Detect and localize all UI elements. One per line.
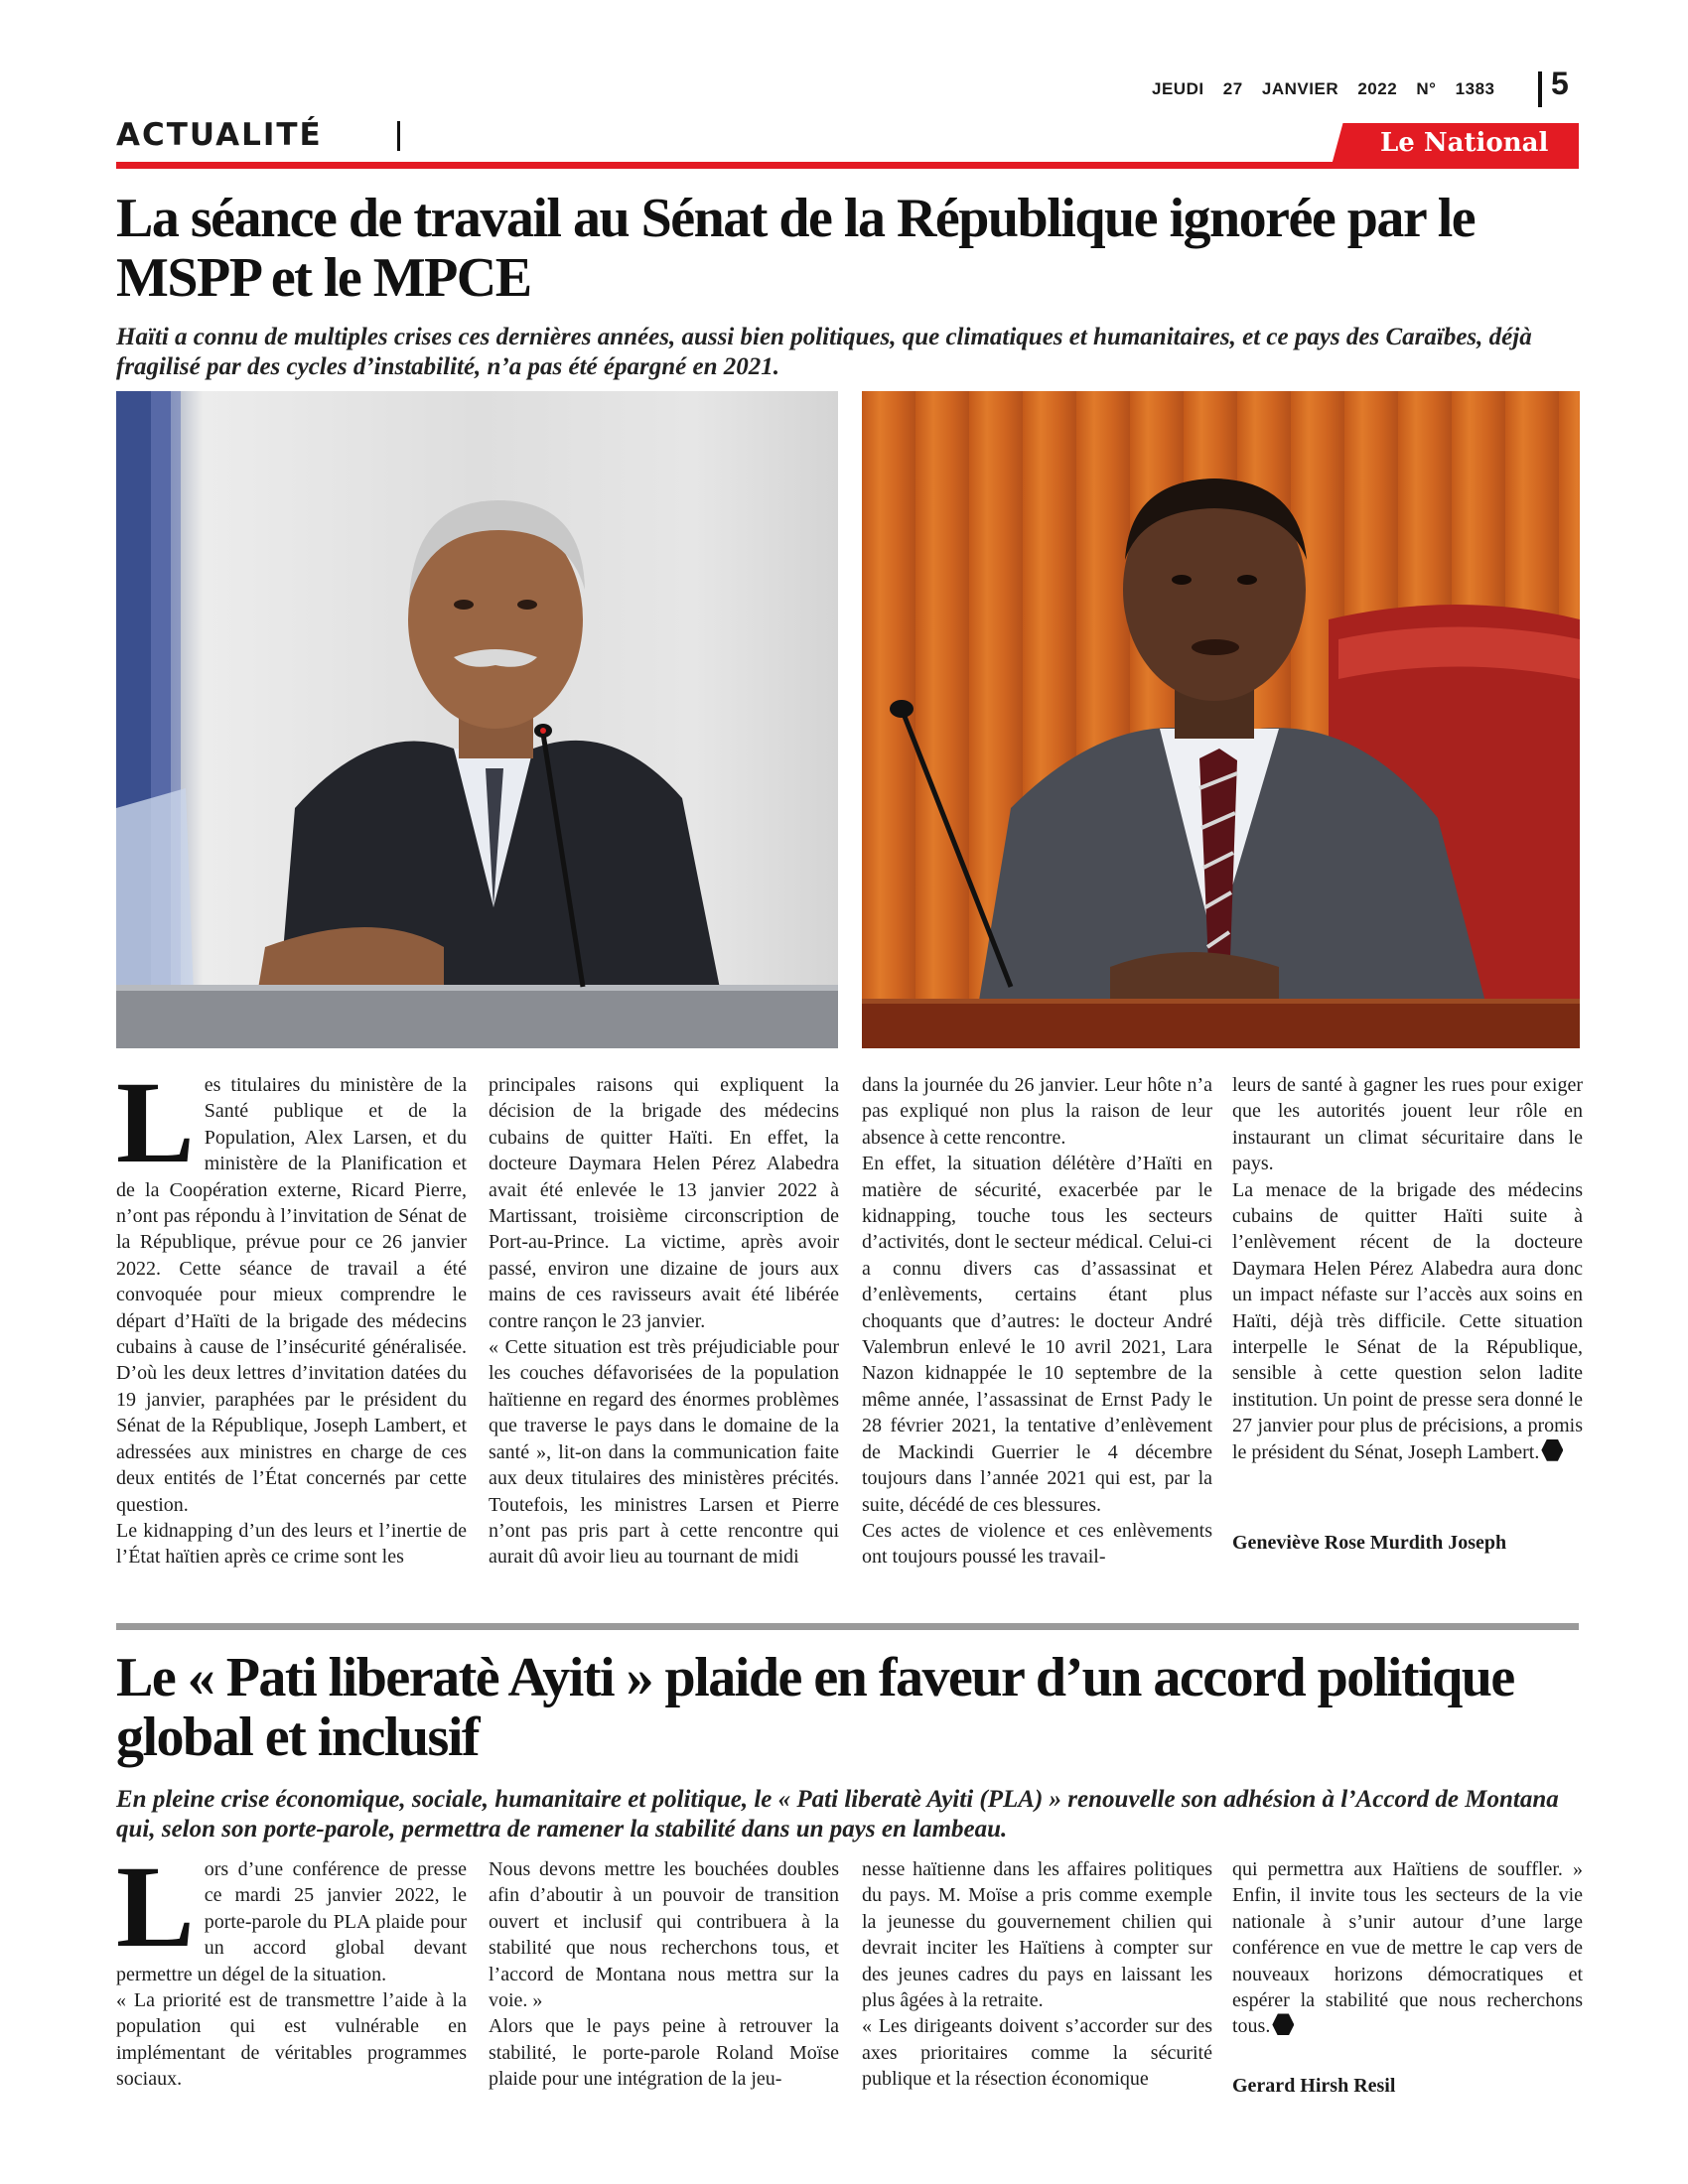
paragraph: Nous devons mettre les bouchées doubles afin d’aboutir à un pouvoir de transition ouvert et inclusif qui contribuera à la stabilité que nous recherchons tous, et l’accord de Montana nous mettra sur la voie. » — [489, 1858, 839, 2012]
paragraph: leurs de santé à gagner les rues pour exiger que les autorités jouent leur rôle en instaurant un climat sécuritaire dans le pays. — [1232, 1074, 1583, 1175]
page-number: 5 — [1551, 66, 1569, 101]
paragraph: « Les dirigeants doivent s’accorder sur des axes prioritaires comme la sécurité publique et la résection économique — [862, 2015, 1212, 2091]
paragraph: principales raisons qui expliquent la décision de la brigade des médecins cubains de quitter Haïti. En effet, la docteure Daymara Helen Pérez Alabedra avait été enlevée le 13 janvier 2022 à Martissant, troisième circonscription de Port-au-Prince. La victime, après avoir passé, environ une dizaine de jours aux mains de ces ravisseurs avait été libérée contre rançon le 23 janvier. — [489, 1074, 839, 1332]
photo-speaker-1 — [116, 391, 838, 1048]
article1-column-4 — [1232, 1072, 1583, 1465]
paragraph: En effet, la situation délétère d’Haïti en matière de sécurité, exacerbée par le kidnapping, touche tous les secteurs d’activités, dont le secteur médical. Celui-ci a connu divers cas d’assassinat et d’enlèvements, certains étant plus choquants que d’autres: le docteur André Valembrun enlevé le 10 avril 2021, Lara Nazon kidnappée le 10 septembre de la même année, l’assassinat de Ernst Pady le 28 février 2021, la tentative d’enlèvement de Mackindi Guerrier le 4 décembre toujours dans l’année 2021 qui est, par la suite, décédé de ces blessures. — [862, 1153, 1212, 1516]
end-mark-icon — [1541, 1439, 1563, 1461]
article-separator — [116, 1623, 1579, 1630]
article2-column-3 — [862, 1856, 1212, 2093]
brand-name: Le National — [1380, 128, 1549, 158]
article2-author: Gerard Hirsh Resil — [1232, 2075, 1396, 2097]
section-divider — [397, 121, 400, 151]
article2-column-1 — [116, 1842, 467, 2093]
article2-headline: Le « Pati liberatè Ayiti » plaide en faveur d’un accord politique global et inclusif — [116, 1647, 1514, 1768]
paragraph: Alors que le pays peine à retrouver la stabilité, le porte-parole Roland Moïse plaide pour une intégration de la jeu- — [489, 2015, 839, 2091]
paragraph: Ces actes de violence et ces enlèvements ont toujours poussé les travail- — [862, 1519, 1212, 1569]
article1-column-1 — [116, 1057, 467, 1570]
article1-lead: Haïti a connu de multiples crises ces dernières années, aussi bien politiques, que climatiques et humanitaires, et ce pays des Caraïbes, déjà fragilisé par des cycles d’instabilité, n’a pas été épargné en 2021. — [116, 324, 1532, 380]
paragraph — [1232, 1177, 1583, 1465]
paragraph-text: La menace de la brigade des médecins cubains de quitter Haïti suite à l’enlèvement récent de la docteure Daymara Helen Pérez Alabedra aura donc un impact néfaste sur l’accès aux soins en Haïti, déjà très difficile. Cette situation interpelle le Sénat de la République, sensible à cette question selon ladite institution. Un point de presse sera donné le 27 janvier pour plus de précisions, a promis le président du Sénat, Joseph Lambert. — [1232, 1178, 1583, 1463]
paragraph: es titulaires du ministère de la Santé publique et de la Population, Alex Larsen, et du ministère de la Planification et de la Coopération externe, Ricard Pierre, n’ont pas répondu à l’invitation de Sénat de la République, prévue pour ce 26 janvier 2022. Cette séance de travail a été convoquée pour mieux comprendre le départ d’Haïti de la brigade des médecins cubains à cause de l’insécurité généralisée. D’où les deux lettres d’invitation datées du 19 janvier, paraphées par le président du Sénat de la République, Joseph Lambert, et adressées aux ministres en charge de ces deux entités de l’État concernés par cette question. — [116, 1074, 467, 1516]
paragraph-text: qui permettra aux Haïtiens de souffler. » Enfin, il invite tous les secteurs de la vie nationale à s’unir autour d’une large conférence en vue de mettre le cap vers de nouveaux horizons démocratiques et espérer la stabilité que nous recherchons tous. — [1232, 1858, 1583, 2038]
article1-column-2 — [489, 1072, 839, 1570]
paragraph: « Cette situation est très préjudiciable pour les couches défavorisées de la population haïtienne en regard des énormes problèmes que traverse le pays dans le domaine de la santé », lit-on dans la communication faite aux deux titulaires des ministères précités. Toutefois, les ministres Larsen et Pierre n’ont pas pris part à cette rencontre qui aurait dû avoir lieu au tournant de midi — [489, 1336, 839, 1569]
article2-dropcap: L — [116, 1842, 195, 1972]
header-divider — [1538, 71, 1542, 107]
photo-speaker-2 — [862, 391, 1580, 1048]
paragraph: ors d’une conférence de presse ce mardi 25 janvier 2022, le porte-parole du PLA plaide pour un accord global devant permettre un dégel de la situation. — [116, 1858, 467, 1985]
issue-date: JEUDI 27 JANVIER 2022 N° 1383 — [1152, 79, 1495, 98]
paragraph: Le kidnapping d’un des leurs et l’inertie de l’État haïtien après ce crime sont les — [116, 1519, 467, 1569]
photo-speaker-2-illustration — [862, 391, 1580, 1048]
end-mark-icon — [1272, 2013, 1294, 2035]
article2-lead: En pleine crise économique, sociale, humanitaire et politique, le « Pati liberatè Ayiti (PLA) » renouvelle son adhésion à l’Accord de Montana qui, selon son porte-parole, permettra de ramener la stabilité dans un pays en lambeau. — [116, 1786, 1559, 1843]
article1-headline: La séance de travail au Sénat de la République ignorée par le MSPP et le MPCE — [116, 188, 1476, 309]
photo-speaker-1-illustration — [116, 391, 838, 1048]
paragraph: « La priorité est de transmettre l’aide à la population qui est vulnérable en implémentant de véritables programmes sociaux. — [116, 1989, 467, 2091]
paragraph: nesse haïtienne dans les affaires politiques du pays. M. Moïse a pris comme exemple la jeunesse du gouvernement chilien qui devrait inciter les Haïtiens à compter sur des jeunes cadres du pays en laissant les plus âgées à la retraite. — [862, 1858, 1212, 2012]
paragraph — [1232, 1856, 1583, 2040]
article2-column-2 — [489, 1856, 839, 2093]
section-title: ACTUALITÉ — [116, 117, 323, 153]
article1-author: Geneviève Rose Murdith Joseph — [1232, 1532, 1507, 1554]
article2-column-4 — [1232, 1856, 1583, 2040]
article1-column-3 — [862, 1072, 1212, 1570]
paragraph: dans la journée du 26 janvier. Leur hôte n’a pas expliqué non plus la raison de leur absence à cette rencontre. — [862, 1074, 1212, 1149]
article1-dropcap: L — [116, 1057, 195, 1187]
